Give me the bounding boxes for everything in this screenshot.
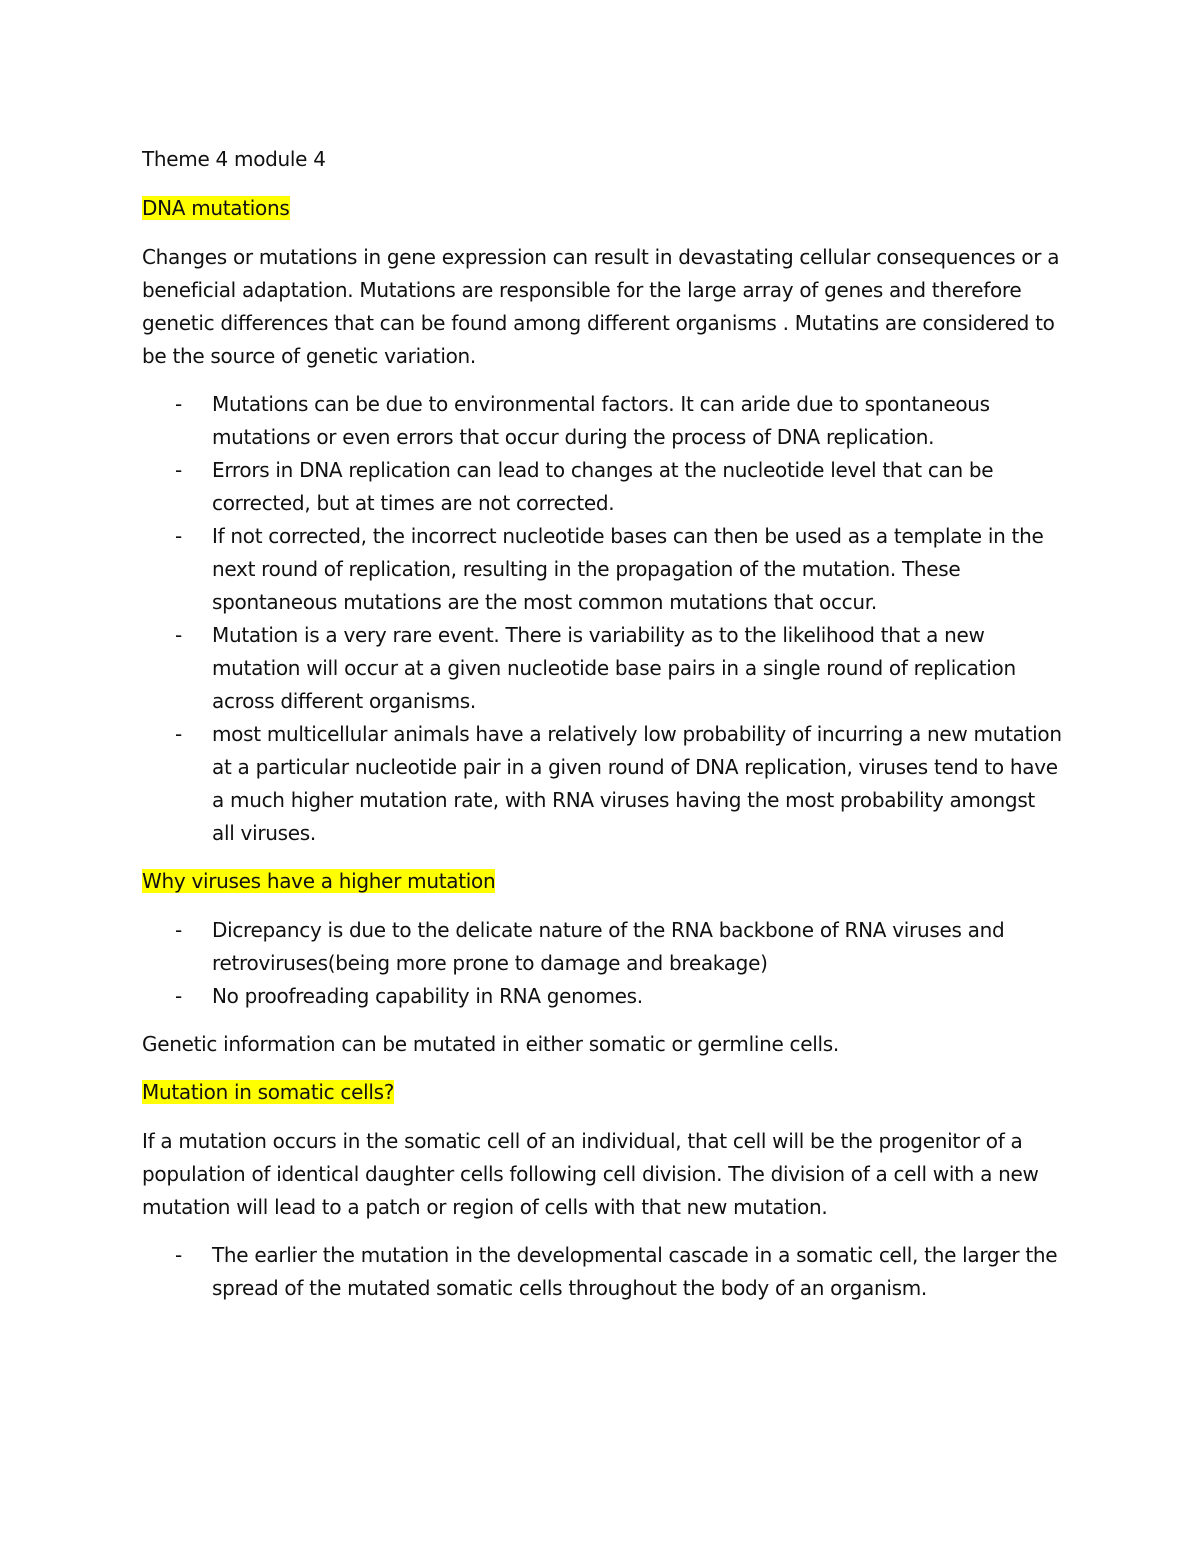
list-item-text: The earlier the mutation in the developmental cascade in a somatic cell, the larger the spread of the mutated somatic cells throughout the body of an organism. — [212, 1243, 1058, 1300]
dash-marker: - — [175, 524, 182, 548]
dash-marker: - — [175, 1243, 182, 1267]
list-item-text: If not corrected, the incorrect nucleotide bases can then be used as a template in the next round of replication, resulting in the propagation of the mutation. These spontaneous mutations are the most common mutations that occur. — [212, 524, 1044, 614]
highlighted-heading-text: DNA mutations — [142, 196, 290, 220]
dash-list — [142, 914, 1062, 1013]
highlighted-heading-text: Mutation in somatic cells? — [142, 1080, 395, 1104]
list-item-text: Mutations can be due to environmental factors. It can aride due to spontaneous mutations or even errors that occur during the process of DNA replication. — [212, 392, 990, 449]
section-heading-somatic-cells — [142, 1076, 1062, 1109]
dash-marker: - — [175, 722, 182, 746]
highlighted-heading-text: Why viruses have a higher mutation — [142, 869, 496, 893]
list-item-text: most multicellular animals have a relatively low probability of incurring a new mutation at a particular nucleotide pair in a given round of DNA replication, viruses tend to have a much higher mutation rate, with RNA viruses having the most probability amongst all viruses. — [212, 722, 1062, 845]
dash-marker: - — [175, 984, 182, 1008]
dash-marker: - — [175, 458, 182, 482]
list-item-text: Mutation is a very rare event. There is variability as to the likelihood that a new mutation will occur at a given nucleotide base pairs in a single round of replication across different organisms. — [212, 623, 1016, 713]
list-item — [142, 619, 1062, 718]
paragraph: Genetic information can be mutated in either somatic or germline cells. — [142, 1032, 839, 1056]
list-item — [142, 914, 1062, 980]
list-item — [142, 980, 1062, 1013]
list-item — [142, 1239, 1062, 1305]
list-item-text: No proofreading capability in RNA genomes. — [212, 984, 643, 1008]
dash-list — [142, 1239, 1062, 1305]
list-item-text: Errors in DNA replication can lead to changes at the nucleotide level that can be corrected, but at times are not corrected. — [212, 458, 994, 515]
list-item-text: Dicrepancy is due to the delicate nature of the RNA backbone of RNA viruses and retroviruses(being more prone to damage and breakage) — [212, 918, 1005, 975]
dash-marker: - — [175, 623, 182, 647]
document-page — [142, 143, 1062, 1320]
document-title: Theme 4 module 4 — [142, 147, 326, 171]
list-item — [142, 388, 1062, 454]
dash-marker: - — [175, 918, 182, 942]
section-heading-dna-mutations — [142, 192, 1062, 225]
paragraph: Changes or mutations in gene expression can result in devastating cellular consequences or a beneficial adaptation. Mutations are responsible for the large array of genes and therefore genetic differences that can be found among different organisms . Mutatins are considered to be the source of genetic variation. — [142, 245, 1060, 368]
list-item — [142, 520, 1062, 619]
section-heading-why-viruses — [142, 865, 1062, 898]
dash-list — [142, 388, 1062, 850]
dash-marker: - — [175, 392, 182, 416]
list-item — [142, 718, 1062, 850]
list-item — [142, 454, 1062, 520]
paragraph: If a mutation occurs in the somatic cell of an individual, that cell will be the progenitor of a population of identical daughter cells following cell division. The division of a cell with a new mutation will lead to a patch or region of cells with that new mutation. — [142, 1129, 1039, 1219]
